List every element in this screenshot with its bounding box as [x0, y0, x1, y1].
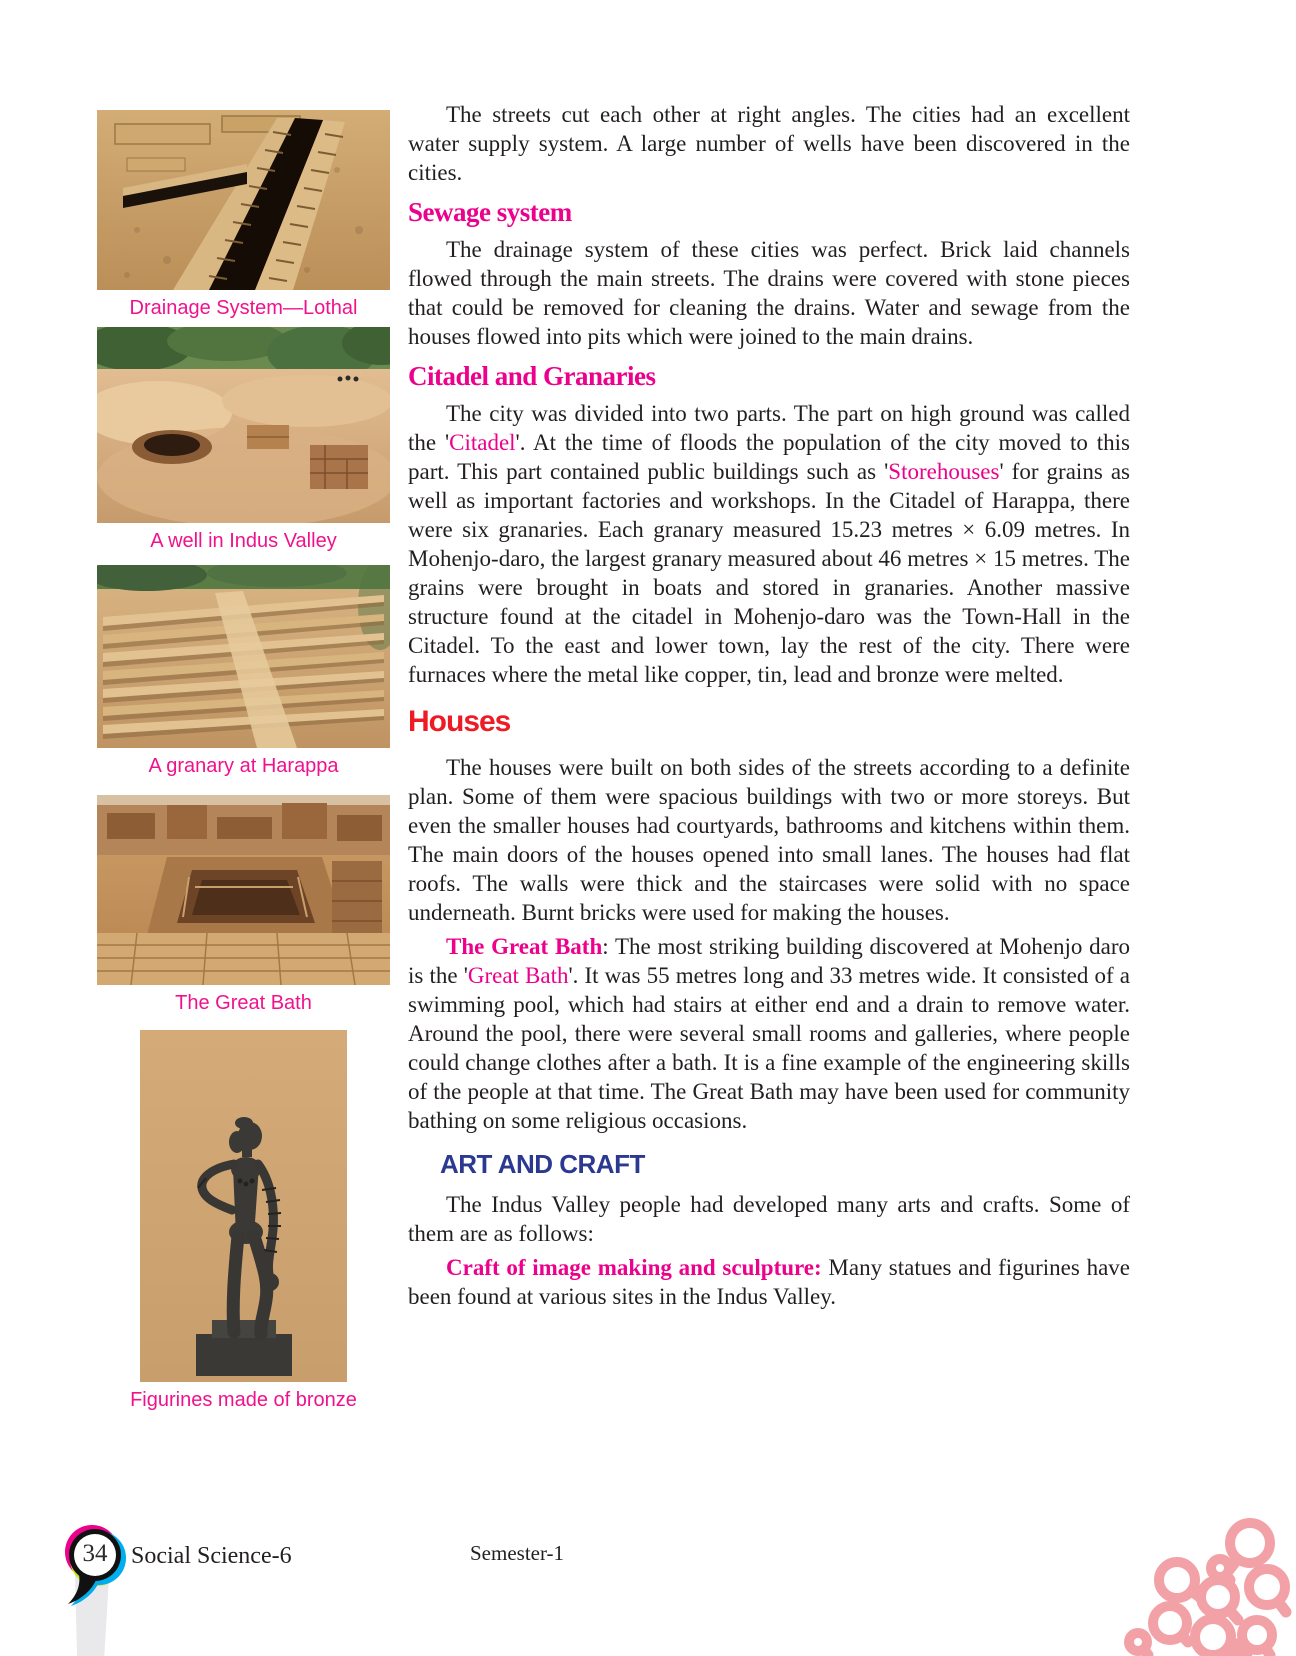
bronze-figurine-photo [140, 1030, 347, 1382]
paragraph-craft-sculpture: Craft of image making and sculpture: Many statues and figurines have been found at various sites in the Indus Valley. [408, 1255, 1130, 1309]
figure-caption: The Great Bath [175, 992, 312, 1014]
figure-great-bath [97, 795, 390, 1015]
great-bath-photo [97, 795, 390, 985]
paragraph-citadel: The city was divided into two parts. The part on high ground was called the 'Citadel'. At the time of floods the population of the city moved to this part. This part contained public buildings such as 'Storehouses' for grains as well as important factories and workshops. In the Citadel of Harappa, there were six granaries. Each granary measured 15.23 metres × 6.09 metres. In Mohenjo-daro, the largest granary measured about 46 metres × 15 metres. The grains were brought in boats and stored in granaries. Another massive structure found at the citadel in Mohenjo-daro was the Town-Hall in the Citadel. To the east and lower town, lay the rest of the city. There were furnaces where the metal like copper, tin, lead and bronze were melted. [408, 401, 1130, 687]
figure-drainage-lothal [97, 110, 390, 320]
page-number-badge [64, 1524, 128, 1610]
footer-book-title: Social Science-6 [131, 1543, 292, 1569]
paragraph-sewage: The drainage system of these cities was perfect. Brick laid channels flowed through the main streets. The drains were covered with stone pieces that could be removed for cleaning the drains. Water and sewage from the houses flowed into pits which were joined to the main drains. [408, 237, 1130, 349]
well-photo [97, 327, 390, 523]
figure-caption: A granary at Harappa [148, 755, 339, 777]
heading-sewage-system: Sewage system [408, 197, 572, 227]
text-column [408, 100, 1130, 1316]
heading-houses: Houses [408, 705, 511, 738]
figure-caption: A well in Indus Valley [150, 530, 337, 552]
figure-bronze-figurine [97, 1030, 390, 1412]
drainage-system-photo [97, 110, 390, 290]
footer-semester: Semester-1 [470, 1541, 565, 1565]
figure-well-indus-valley [97, 327, 390, 553]
figure-caption: Figurines made of bronze [130, 1389, 357, 1411]
paragraph-houses: The houses were built on both sides of the streets according to a definite plan. Some of them were spacious buildings with two or more storeys. But even the smaller houses had courtyards, bathrooms and kitchens within them. The main doors of the houses opened into small lanes. The houses had flat roofs. The walls were thick and the staircases were solid with no space underneath. Burnt bricks were used for making the houses. [408, 755, 1130, 925]
figure-caption: Drainage System—Lothal [129, 297, 358, 319]
heading-citadel-granaries: Citadel and Granaries [408, 361, 656, 391]
paragraph-art-craft: The Indus Valley people had developed many arts and crafts. Some of them are as follows: [408, 1192, 1130, 1246]
paragraph-streets: The streets cut each other at right angles. The cities had an excellent water supply system. A large number of wells have been discovered in the cities. [408, 102, 1130, 185]
page-number: 34 [82, 1540, 108, 1567]
paragraph-great-bath: The Great Bath: The most striking building discovered at Mohenjo daro is the 'Great Bath'. It was 55 metres long and 33 metres wide. It consisted of a swimming pool, which had stairs at either end and a drain to remove water. Around the pool, there were several small rooms and galleries, where people could change clothes after a bath. It is a fine example of the engineering skills of the people at that time. The Great Bath may have been used for community bathing on some religious occasions. [408, 934, 1130, 1133]
bubble-cluster-decoration-icon [1026, 1426, 1296, 1656]
granary-photo [97, 565, 390, 748]
figure-granary-harappa [97, 565, 390, 778]
heading-art-and-craft: ART AND CRAFT [440, 1149, 645, 1179]
